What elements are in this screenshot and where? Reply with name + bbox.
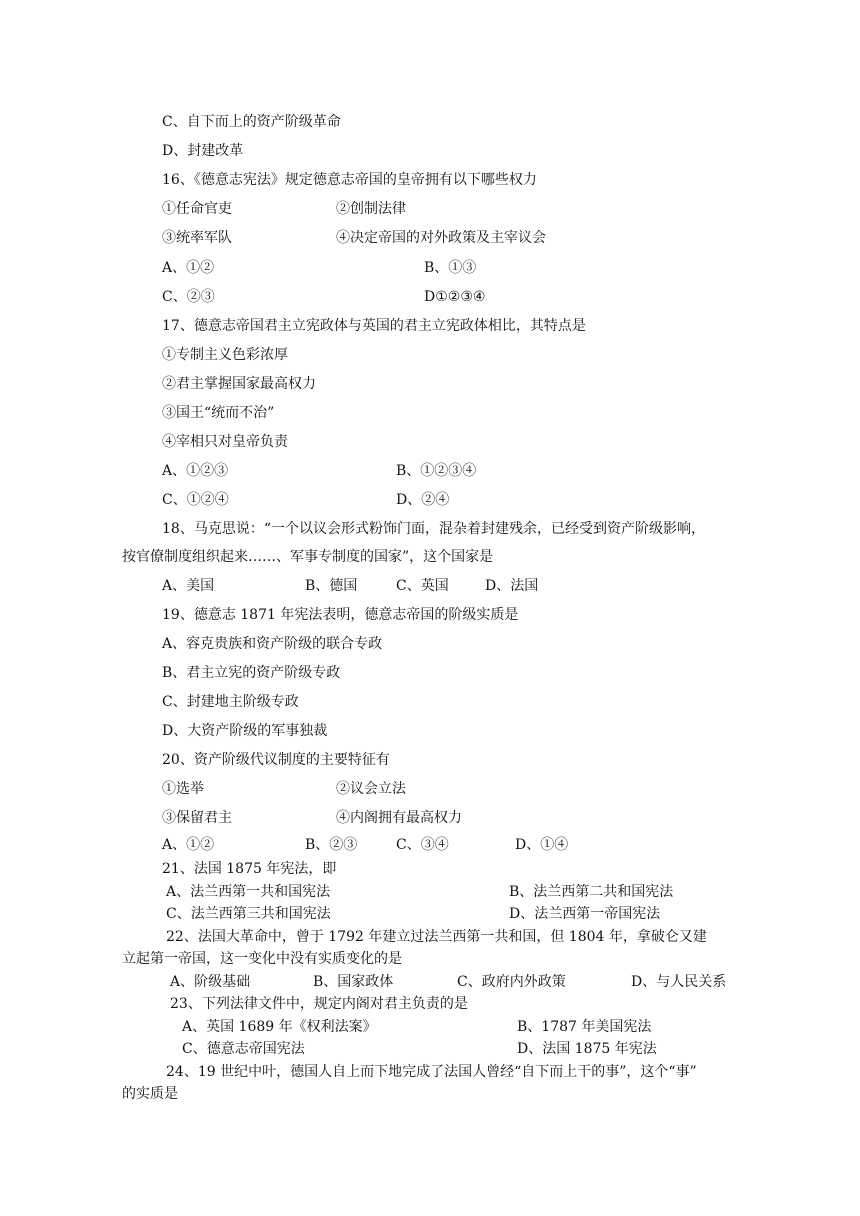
q22-stem-line-1: 22、法国大革命中，曾于 1792 年建立过法兰西第一共和国，但 1804 年，拿破仑又建 bbox=[166, 929, 707, 945]
q22-option-d: D、与人民关系 bbox=[631, 974, 727, 990]
q20-stem: 20、资产阶级代议制度的主要特征有 bbox=[162, 752, 390, 768]
q17-option-a: A、①②③ bbox=[162, 463, 229, 479]
q20-option-a: A、①② bbox=[162, 837, 215, 853]
q17-option-c: C、①②④ bbox=[162, 492, 229, 508]
q19-option-d: D、大资产阶级的军事独裁 bbox=[162, 723, 328, 739]
q20-item-2: ②议会立法 bbox=[336, 781, 406, 797]
q16-option-d: D①②③④ bbox=[424, 289, 486, 305]
q17-item-3: ③国王“统而不治” bbox=[162, 405, 275, 421]
q20-item-4: ④内阁拥有最高权力 bbox=[336, 810, 462, 826]
q20-item-3: ③保留君主 bbox=[162, 810, 232, 826]
q21-stem: 21、法国 1875 年宪法，即 bbox=[162, 861, 337, 877]
q20-option-b: B、②③ bbox=[305, 837, 358, 853]
q19-option-a: A、容克贵族和资产阶级的联合专政 bbox=[162, 636, 383, 652]
q16-item-2: ②创制法律 bbox=[336, 201, 406, 217]
q16-item-1: ①任命官吏 bbox=[162, 201, 232, 217]
q17-item-2: ②君主掌握国家最高权力 bbox=[162, 376, 316, 392]
q22-stem-line-2: 立起第一帝国，这一变化中没有实质变化的是 bbox=[122, 951, 402, 967]
q23-option-d: D、法国 1875 年宪法 bbox=[517, 1041, 657, 1057]
q18-option-d: D、法国 bbox=[485, 578, 539, 594]
q20-item-1: ①选举 bbox=[162, 781, 204, 797]
q16-item-3: ③统率军队 bbox=[162, 230, 232, 246]
q19-stem: 19、德意志 1871 年宪法表明，德意志帝国的阶级实质是 bbox=[162, 607, 519, 623]
q18-option-a: A、美国 bbox=[162, 578, 215, 594]
q15-option-c: C、自下而上的资产阶级革命 bbox=[162, 114, 341, 130]
q22-option-a: A、阶级基础 bbox=[170, 974, 251, 990]
q17-option-d: D、②④ bbox=[396, 492, 450, 508]
q20-option-c: C、③④ bbox=[396, 837, 449, 853]
q23-stem: 23、下列法律文件中，规定内阁对君主负责的是 bbox=[170, 996, 468, 1012]
q17-item-1: ①专制主义色彩浓厚 bbox=[162, 347, 288, 363]
q21-option-d: D、法兰西第一帝国宪法 bbox=[509, 906, 661, 922]
q23-option-c: C、德意志帝国宪法 bbox=[182, 1041, 305, 1057]
q21-option-a: A、法兰西第一共和国宪法 bbox=[166, 884, 331, 900]
q18-option-b: B、德国 bbox=[305, 578, 358, 594]
q21-option-c: C、法兰西第三共和国宪法 bbox=[166, 906, 331, 922]
q21-option-b: B、法兰西第二共和国宪法 bbox=[509, 884, 674, 900]
q16-option-c: C、②③ bbox=[162, 289, 215, 305]
q17-option-b: B、①②③④ bbox=[396, 463, 477, 479]
q23-option-a: A、英国 1689 年《权利法案》 bbox=[182, 1019, 377, 1035]
q18-stem-line-1: 18、马克思说：“一个以议会形式粉饰门面，混杂着封建残余，已经受到资产阶级影响， bbox=[162, 521, 705, 537]
q18-stem-line-2: 按官僚制度组织起来……、军事专制度的国家”，这个国家是 bbox=[122, 549, 494, 565]
q15-option-d: D、封建改革 bbox=[162, 143, 244, 159]
q16-option-a: A、①② bbox=[162, 260, 215, 276]
q22-option-c: C、政府内外政策 bbox=[457, 974, 566, 990]
q17-stem: 17、德意志帝国君主立宪政体与英国的君主立宪政体相比，其特点是 bbox=[162, 318, 586, 334]
q24-stem-line-1: 24、19 世纪中叶，德国人自上而下地完成了法国人曾经“自下而上干的事”，这个“事” bbox=[166, 1064, 697, 1080]
q19-option-b: B、君主立宪的资产阶级专政 bbox=[162, 665, 341, 681]
q17-item-4: ④宰相只对皇帝负责 bbox=[162, 434, 288, 450]
q23-option-b: B、1787 年美国宪法 bbox=[517, 1019, 652, 1035]
q18-option-c: C、英国 bbox=[396, 578, 449, 594]
q16-stem: 16、《德意志宪法》规定德意志帝国的皇帝拥有以下哪些权力 bbox=[162, 172, 537, 188]
q20-option-d: D、①④ bbox=[515, 837, 569, 853]
q16-option-b: B、①③ bbox=[424, 260, 477, 276]
q16-item-4: ④决定帝国的对外政策及主宰议会 bbox=[336, 230, 546, 246]
q22-option-b: B、国家政体 bbox=[313, 974, 394, 990]
q19-option-c: C、封建地主阶级专政 bbox=[162, 694, 299, 710]
q24-stem-line-2: 的实质是 bbox=[122, 1086, 178, 1102]
